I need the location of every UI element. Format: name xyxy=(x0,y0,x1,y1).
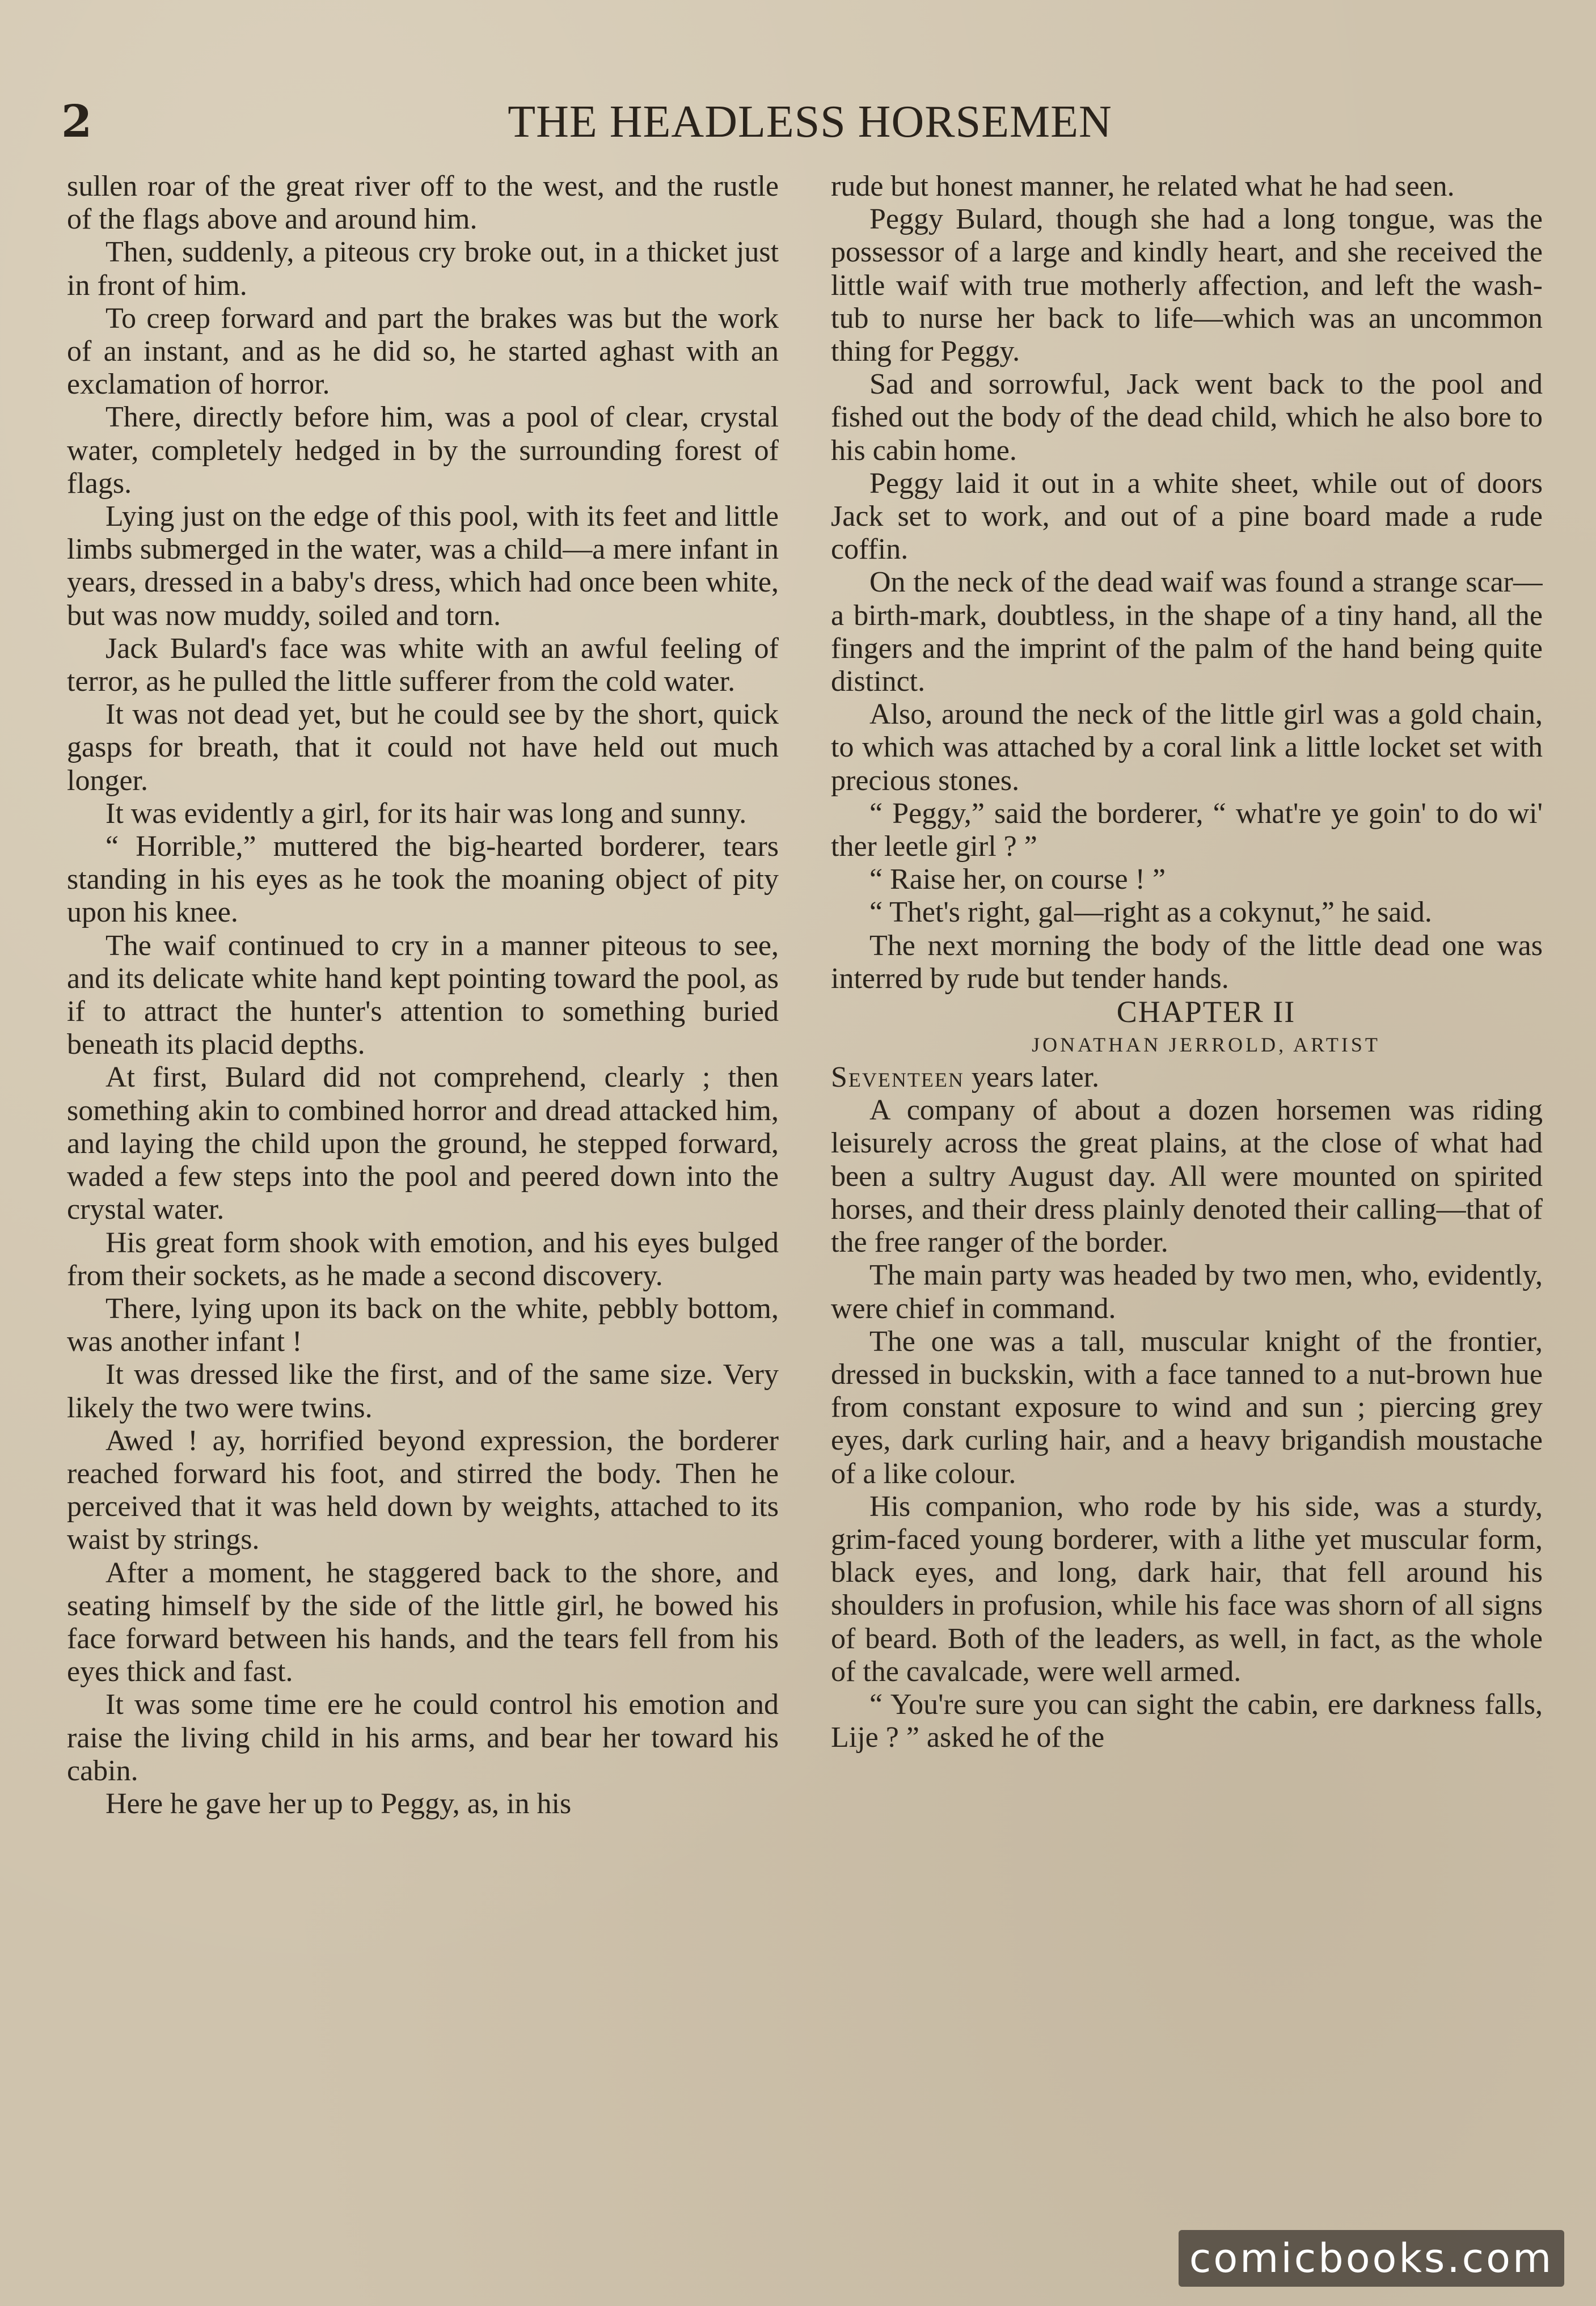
paragraph: Sad and sorrowful, Jack went back to the pool and fished out the body of the dead child, which he also bore to his cabin home. xyxy=(831,368,1543,467)
paragraph: There, directly before him, was a pool of clear, crystal water, completely hedged in by the surrounding forest of flags. xyxy=(67,401,779,500)
paragraph: A company of about a dozen horsemen was riding leisurely across the great plains, at the close of what had been a sultry August day. All were mounted on spirited horses, and their dress plainly denoted their calling—that of the free ranger of the border. xyxy=(831,1094,1543,1259)
paragraph: sullen roar of the great river off to the west, and the rustle of the flags above and around him. xyxy=(67,170,779,236)
paragraph: On the neck of the dead waif was found a strange scar—a birth-mark, doubtless, in the shape of a tiny hand, all the fingers and the imprint of the palm of the hand being quite distinct. xyxy=(831,566,1543,698)
page-header xyxy=(61,91,1536,153)
paragraph: There, lying upon its back on the white, pebbly bottom, was another infant ! xyxy=(67,1292,779,1358)
site-watermark: comicbooks.com xyxy=(1179,2230,1564,2287)
paragraph: The main party was headed by two men, who, evidently, were chief in command. xyxy=(831,1259,1543,1325)
paragraph: rude but honest manner, he related what he had seen. xyxy=(831,170,1455,202)
paragraph: Lying just on the edge of this pool, with its feet and little limbs submerged in the water, was a child—a mere infant in years, dressed in a baby's dress, which had once been white, but was now muddy, soiled and torn. xyxy=(67,500,779,632)
paragraph: Peggy laid it out in a white sheet, while out of doors Jack set to work, and out of a pine board made a rude coffin. xyxy=(831,467,1543,566)
chapter-lead-rest: years later. xyxy=(964,1061,1100,1094)
paragraph: Here he gave her up to Peggy, as, in his xyxy=(105,1787,572,1820)
running-title: THE HEADLESS HORSEMEN xyxy=(508,97,1112,147)
paragraph: It was dressed like the first, and of the same size. Very likely the two were twins. xyxy=(67,1358,779,1424)
paragraph: Awed ! ay, horrified beyond expression, the borderer reached forward his foot, and stirred the body. Then he perceived that it was held down by weights, attached to its waist by strings. xyxy=(67,1424,779,1556)
right-column xyxy=(831,170,1543,2235)
paragraph: Peggy Bulard, though she had a long tongue, was the possessor of a large and kindly heart, and she received the little waif with true motherly affection, and left the wash-tub to nurse her back to life—which was an uncommon thing for Peggy. xyxy=(831,203,1543,368)
page-number: 2 xyxy=(61,96,92,147)
paragraph: The one was a tall, muscular knight of the frontier, dressed in buckskin, with a face tanned to a nut-brown hue from constant exposure to wind and sun ; piercing grey eyes, dark curling hair, and a heavy brigandish moustache of a like colour. xyxy=(831,1325,1543,1490)
paragraph: It was some time ere he could control his emotion and raise the living child in his arms, and bear her toward his cabin. xyxy=(67,1688,779,1787)
paragraph: To creep forward and part the brakes was but the work of an instant, and as he did so, he started aghast with an exclamation of horror. xyxy=(67,302,779,401)
paragraph: “ Peggy,” said the borderer, “ what're ye goin' to do wi' ther leetle girl ? ” xyxy=(831,797,1543,863)
chapter-title: CHAPTER II xyxy=(1116,995,1296,1029)
paragraph: “ You're sure you can sight the cabin, ere darkness falls, Lije ? ” asked he of the xyxy=(831,1688,1543,1754)
chapter-opening-line xyxy=(831,1061,1543,1094)
chapter-lead-word: Seventeen xyxy=(831,1061,964,1094)
paragraph: His companion, who rode by his side, was a sturdy, grim-faced young borderer, with a lithe yet muscular form, black eyes, and long, dark hair, that fell around his shoulders in profusion, while his face was shorn of all signs of beard. Both of the leaders, as well, in fact, as the whole of the cavalcade, were well armed. xyxy=(831,1490,1543,1688)
paragraph: Jack Bulard's face was white with an awful feeling of terror, as he pulled the little sufferer from the cold water. xyxy=(67,632,779,698)
paragraph: The next morning the body of the little dead one was interred by rude but tender hands. xyxy=(831,929,1543,995)
paragraph: “ Raise her, on course ! ” xyxy=(869,863,1166,896)
chapter-subtitle: JONATHAN JERROLD, ARTIST xyxy=(1032,1033,1380,1057)
paragraph: Also, around the neck of the little girl was a gold chain, to which was attached by a coral link a little locket set with precious stones. xyxy=(831,698,1543,797)
paragraph: At first, Bulard did not comprehend, clearly ; then something akin to combined horror and dread attacked him, and laying the child upon the ground, he stepped forward, waded a few steps into the pool and peered down into the crystal water. xyxy=(67,1061,779,1226)
paragraph: Then, suddenly, a piteous cry broke out, in a thicket just in front of him. xyxy=(67,236,779,302)
paragraph: It was evidently a girl, for its hair was long and sunny. xyxy=(105,797,747,830)
paragraph: After a moment, he staggered back to the shore, and seating himself by the side of the little girl, he bowed his face forward between his hands, and the tears fell from his eyes thick and fast. xyxy=(67,1556,779,1688)
paragraph: The waif continued to cry in a manner piteous to see, and its delicate white hand kept pointing toward the pool, as if to attract the hunter's attention to something buried beneath its placid depths. xyxy=(67,929,779,1061)
paragraph: His great form shook with emotion, and his eyes bulged from their sockets, as he made a second discovery. xyxy=(67,1226,779,1292)
left-column xyxy=(67,170,779,2235)
paragraph: It was not dead yet, but he could see by the short, quick gasps for breath, that it could not have held out much longer. xyxy=(67,698,779,797)
paragraph: “ Thet's right, gal—right as a cokynut,” he said. xyxy=(869,896,1432,929)
paragraph: “ Horrible,” muttered the big-hearted borderer, tears standing in his eyes as he took the moaning object of pity upon his knee. xyxy=(67,830,779,929)
